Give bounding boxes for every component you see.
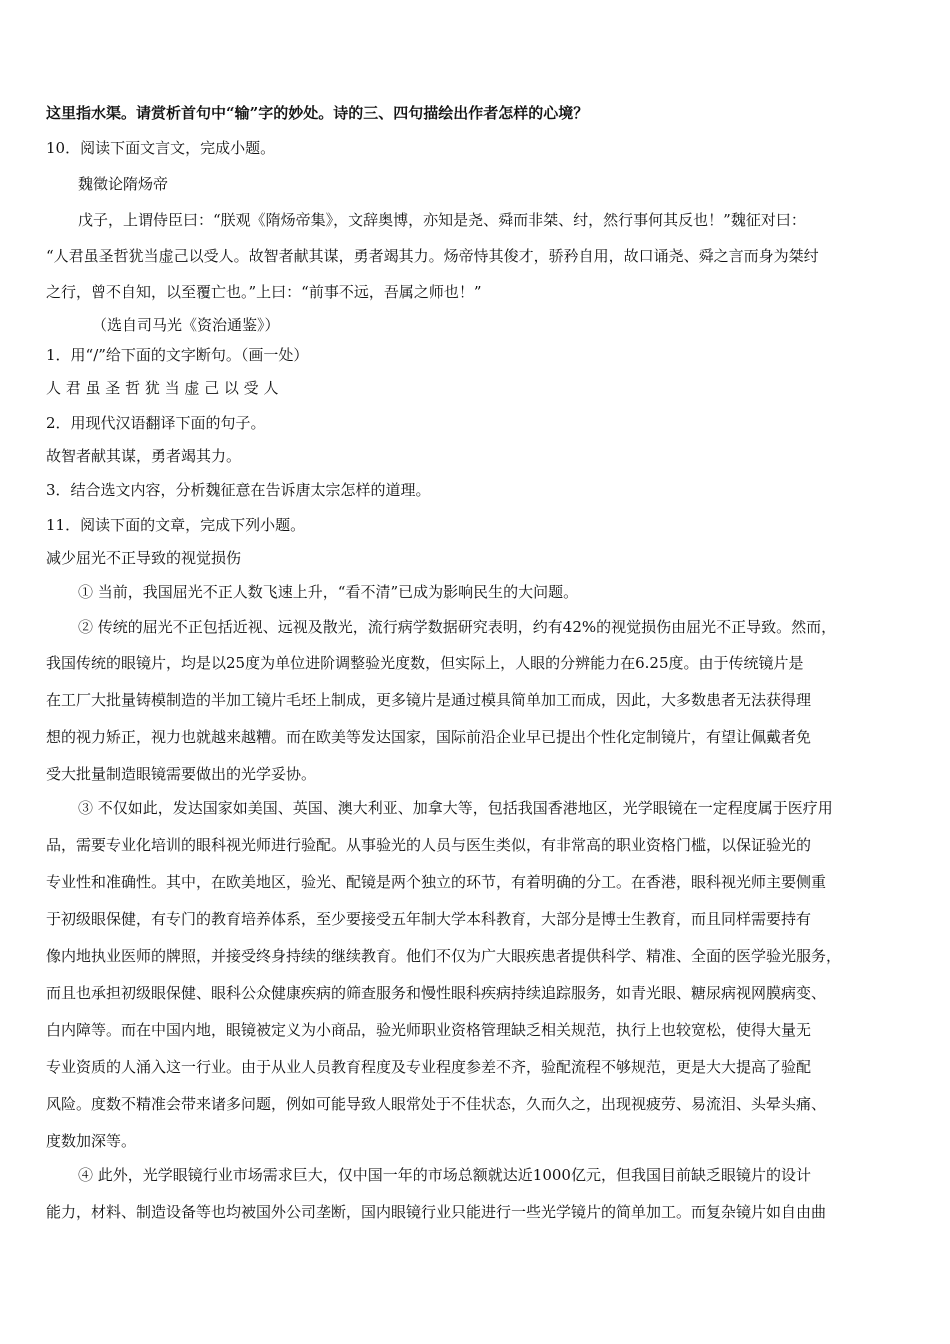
article-line: 而且也承担初级眼保健、眼科公众健康疾病的筛查服务和慢性眼科疾病持续追踪服务，如青光眼、糖尿病视网膜病变、 — [46, 984, 827, 1002]
sub-question-3: 3．结合选文内容，分析魏征意在告诉唐太宗怎样的道理。 — [46, 481, 431, 499]
article-line: 我国传统的眼镜片，均是以25度为单位进阶调整验光度数，但实际上，人眼的分辨能力在6.25度。由于传统镜片是 — [46, 654, 804, 672]
classical-text-title: 魏徵论隋炀帝 — [78, 175, 169, 193]
sub-question-2: 2．用现代汉语翻译下面的句子。 — [46, 414, 266, 432]
article-line: 风险。度数不精准会带来诸多问题，例如可能导致人眼常处于不佳状态，久而久之，出现视疲劳、易流泪、头晕头痛、 — [46, 1095, 827, 1113]
article-line: 在工厂大批量铸模制造的半加工镜片毛坯上制成，更多镜片是通过模具简单加工而成，因此，大多数患者无法获得理 — [46, 691, 812, 709]
sub-question-1: 1．用“/”给下面的文字断句。（画一处） — [46, 346, 309, 364]
classical-text-line: 之行，曾不自知，以至覆亡也。”上曰：“前事不远，吾属之师也！” — [46, 283, 482, 301]
classical-text-source: （选自司马光《资治通鉴》） — [92, 316, 280, 334]
classical-text-line: “人君虽圣哲犹当虚己以受人。故智者献其谋，勇者竭其力。炀帝恃其俊才，骄矜自用，故口诵尧、舜之言而身为桀纣 — [46, 247, 819, 265]
article-line: 想的视力矫正，视力也就越来越糟。而在欧美等发达国家，国际前沿企业早已提出个性化定制镜片，有望让佩戴者免 — [46, 728, 812, 746]
article-paragraph-4: ④ 此外，光学眼镜行业市场需求巨大，仅中国一年的市场总额就达近1000亿元，但我国目前缺乏眼镜片的设计 — [78, 1166, 811, 1184]
article-line: 品，需要专业化培训的眼科视光师进行验配。从事验光的人员与医生类似，有非常高的职业资格门槛，以保证验光的 — [46, 836, 812, 854]
article-line: 白内障等。而在中国内地，眼镜被定义为小商品，验光师职业资格管理缺乏相关规范，执行上也较宽松，使得大量无 — [46, 1021, 812, 1039]
translation-sentence: 故智者献其谋，勇者竭其力。 — [46, 447, 242, 465]
article-line: 受大批量制造眼镜需要做出的光学妥协。 — [46, 765, 317, 783]
article-line: 于初级眼保健，有专门的教育培养体系，至少要接受五年制大学本科教育，大部分是博士生教育，而且同样需要持有 — [46, 910, 812, 928]
article-line: 度数加深等。 — [46, 1132, 137, 1150]
article-line: 像内地执业医师的牌照，并接受终身持续的继续教育。他们不仅为广大眼疾患者提供科学、精准、全面的医学验光服务， — [46, 947, 842, 965]
article-paragraph-1: ① 当前，我国屈光不正人数飞速上升，“看不清”已成为影响民生的大问题。 — [78, 583, 579, 601]
punctuation-exercise: 人 君 虽 圣 哲 犹 当 虚 己 以 受 人 — [46, 379, 279, 397]
article-paragraph-3: ③ 不仅如此，发达国家如美国、英国、澳大利亚、加拿大等，包括我国香港地区，光学眼镜在一定程度属于医疗用 — [78, 799, 833, 817]
article-line: 能力，材料、制造设备等也均被国外公司垄断，国内眼镜行业只能进行一些光学镜片的简单加工。而复杂镜片如自由曲 — [46, 1203, 827, 1221]
article-paragraph-2: ② 传统的屈光不正包括近视、远视及散光，流行病学数据研究表明，约有42%的视觉损伤由屈光不正导致。然而， — [78, 618, 837, 636]
classical-text-line: 戊子，上谓侍臣曰：“朕观《隋炀帝集》，文辞奥博，亦知是尧、舜而非桀、纣，然行事何其反也！”魏征对曰： — [78, 211, 806, 229]
question-11-heading: 11．阅读下面的文章，完成下列小题。 — [46, 516, 306, 534]
article-title: 减少屈光不正导致的视觉损伤 — [46, 549, 242, 567]
question-10-heading: 10．阅读下面文言文，完成小题。 — [46, 139, 276, 157]
article-line: 专业性和准确性。其中，在欧美地区，验光、配镜是两个独立的环节，有着明确的分工。在香港，眼科视光师主要侧重 — [46, 873, 827, 891]
question-9-tail: 这里指水渠。请赏析首句中“输”字的妙处。诗的三、四句描绘出作者怎样的心境？ — [46, 104, 589, 122]
article-line: 专业资质的人涌入这一行业。由于从业人员教育程度及专业程度参差不齐，验配流程不够规范，更是大大提高了验配 — [46, 1058, 812, 1076]
